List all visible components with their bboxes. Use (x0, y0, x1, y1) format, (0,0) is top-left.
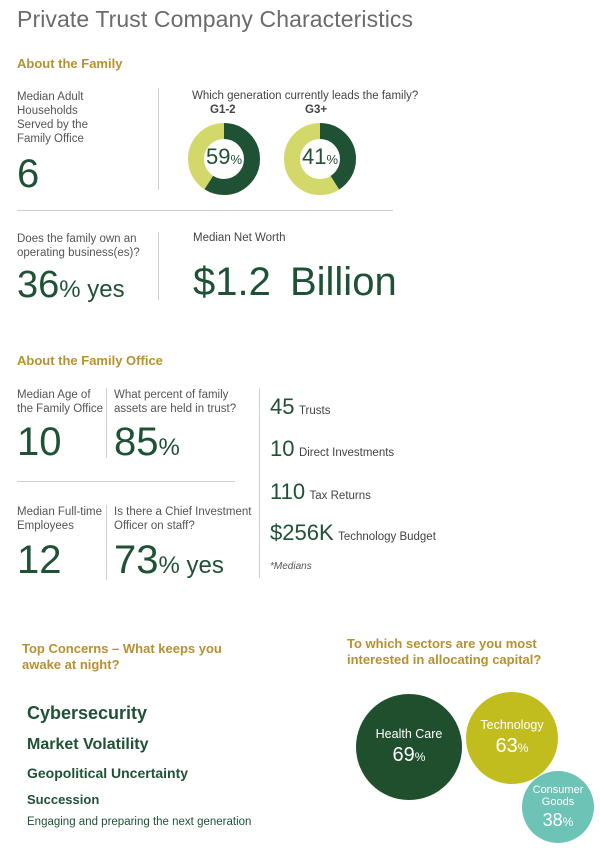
generation-label-g3: G3+ (305, 104, 328, 116)
concern-item: Engaging and preparing the next generation (27, 816, 252, 828)
section-title-sectors: To which sectors are you most interested in allocating capital? (347, 636, 542, 667)
age-label: Median Age of the Family Office (17, 389, 104, 415)
median-item: 45 Trusts (270, 394, 331, 419)
section-title-concerns: Top Concerns – What keeps you awake at night? (22, 641, 222, 672)
median-item: 10 Direct Investments (270, 436, 395, 461)
median-item: 110 Tax Returns (270, 479, 371, 504)
sector-value: 38% (542, 809, 574, 830)
median-item: $256K Technology Budget (270, 520, 436, 545)
page-title: Private Trust Company Characteristics (17, 6, 414, 32)
business-value: 36% yes (17, 264, 125, 306)
sector-value: 63% (495, 735, 529, 757)
donut-value-g12: 59% (205, 144, 243, 169)
divider (106, 505, 107, 580)
donut-value-g3: 41% (301, 144, 339, 169)
section-title-office: About the Family Office (17, 353, 163, 368)
concern-item: Succession (27, 792, 100, 807)
sector-value: 69% (392, 744, 426, 766)
divider (17, 210, 393, 211)
sector-name: Consumer Goods (532, 783, 584, 808)
households-label: Median Adult Households Served by the Family Office (17, 91, 88, 145)
cio-label: Is there a Chief Investment Officer on staff? (114, 506, 252, 532)
networth-label: Median Net Worth (193, 232, 286, 244)
concern-item: Market Volatility (27, 736, 149, 753)
trust-value: 85% (114, 420, 180, 464)
households-value: 6 (17, 152, 40, 196)
networth-value: $1.2 Billion (193, 260, 397, 304)
sector-bubble-technology (466, 692, 558, 784)
trust-label: What percent of family assets are held in trust? (114, 389, 237, 415)
medians-note: *Medians (270, 561, 312, 572)
divider (259, 388, 260, 578)
divider (106, 388, 107, 458)
employees-value: 12 (17, 538, 62, 582)
concern-item: Geopolitical Uncertainty (27, 765, 189, 781)
generation-question: Which generation currently leads the family? (192, 90, 419, 102)
generation-label-g12: G1-2 (210, 104, 236, 116)
sector-bubble-health-care (356, 694, 462, 800)
concern-item: Cybersecurity (27, 703, 148, 723)
divider (158, 232, 159, 300)
business-question: Does the family own an operating business(es)? (17, 233, 140, 259)
divider (158, 88, 159, 190)
sector-name: Health Care (375, 727, 443, 741)
employees-label: Median Full-time Employees (17, 506, 102, 532)
cio-value: 73% yes (114, 538, 224, 582)
section-title-family: About the Family (17, 56, 123, 71)
divider (17, 481, 235, 482)
age-value: 10 (17, 420, 62, 464)
sector-bubble-consumer-goods (522, 771, 594, 843)
sector-name: Technology (480, 718, 544, 732)
